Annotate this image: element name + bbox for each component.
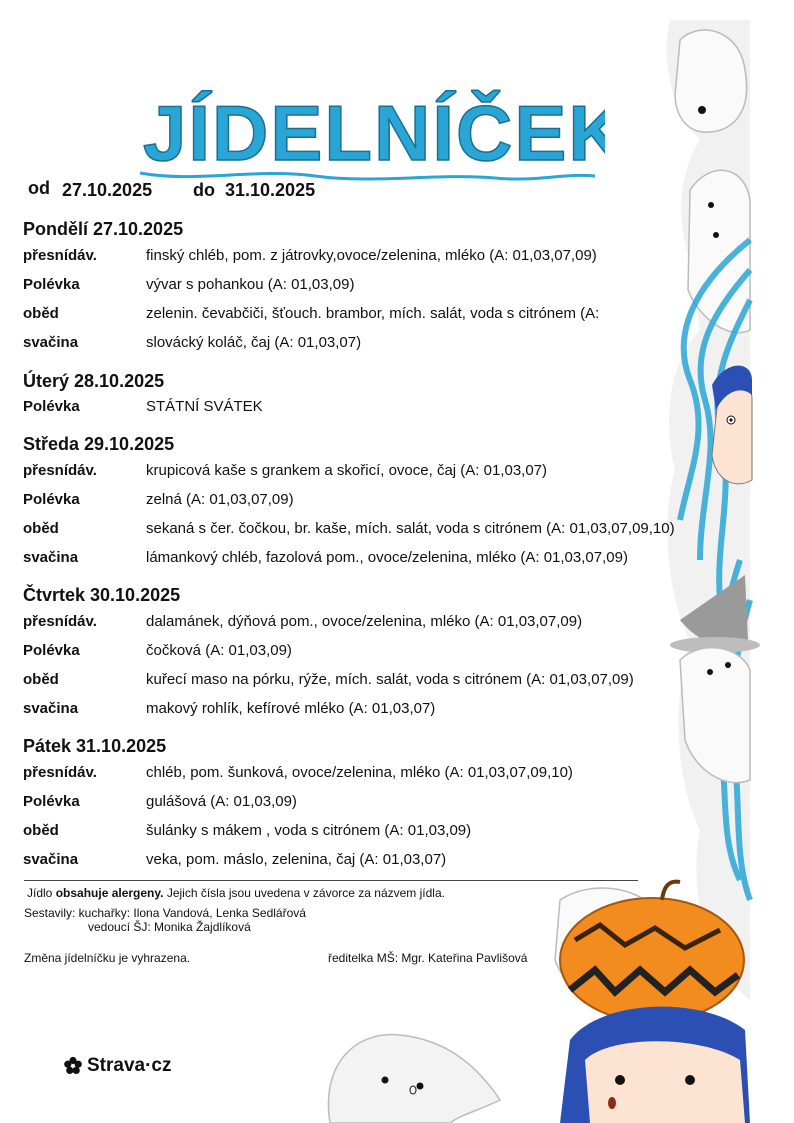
day-title: Úterý 28.10.2025 — [23, 371, 165, 391]
menu-row — [23, 462, 723, 482]
meal-label: svačina — [23, 700, 79, 717]
menu-row — [23, 247, 723, 267]
range-do: do — [193, 180, 215, 200]
meal-label: Polévka — [23, 398, 80, 415]
ghost-bottom-left-icon — [328, 1034, 500, 1123]
meal-label: Polévka — [23, 491, 80, 508]
meal-label: přesnídáv. — [23, 613, 97, 630]
meal-label: oběd — [23, 520, 59, 537]
meal-value: zelenin. čevabčiči, šťouch. brambor, mích. salát, voda s citrónem (A: — [146, 305, 600, 322]
menu-row — [23, 305, 723, 325]
cooks-note: Sestavily: kuchařky: Ilona Vandová, Lenka Sedlářová — [24, 906, 306, 920]
meal-value: dalamánek, dýňová pom., ovoce/zelenina, mléko (A: 01,03,07,09) — [146, 613, 583, 630]
menu-row — [23, 549, 723, 569]
menu-row — [23, 613, 723, 633]
meal-label: oběd — [23, 305, 59, 322]
meal-label: Polévka — [23, 276, 80, 293]
meal-value: chléb, pom. šunková, ovoce/zelenina, mléko (A: 01,03,07,09,10) — [146, 764, 573, 781]
director-note: ředitelka MŠ: Mgr. Kateřina Pavlišová — [328, 951, 528, 965]
page-title — [135, 68, 605, 193]
meal-label: svačina — [23, 334, 79, 351]
head-note: vedoucí ŠJ: Monika Žajdlíková — [88, 920, 251, 934]
svg-text:JÍDELNÍČEK: JÍDELNÍČEK — [143, 89, 605, 177]
range-od: od — [28, 178, 50, 198]
footer-divider — [24, 880, 638, 881]
menu-row — [23, 642, 723, 662]
meal-label: přesnídáv. — [23, 764, 97, 781]
menu-row — [23, 793, 723, 813]
menu-row — [23, 491, 723, 511]
menu-row — [23, 822, 723, 842]
day-title: Pondělí 27.10.2025 — [23, 219, 184, 239]
meal-label: svačina — [23, 851, 79, 868]
meal-label: oběd — [23, 822, 59, 839]
meal-value: vývar s pohankou (A: 01,03,09) — [146, 276, 355, 293]
meal-label: přesnídáv. — [23, 247, 97, 264]
allergen-suffix: Jejich čísla jsou uvedena v závorce za názvem jídla. — [163, 886, 445, 900]
day-title: Pátek 31.10.2025 — [23, 736, 167, 756]
meal-label: oběd — [23, 671, 59, 688]
meal-value: gulášová (A: 01,03,09) — [146, 793, 297, 810]
meal-value: veka, pom. máslo, zelenina, čaj (A: 01,03,07) — [146, 851, 447, 868]
strava-flower-icon — [63, 1056, 83, 1076]
meal-value: slovácký koláč, čaj (A: 01,03,07) — [146, 334, 362, 351]
meal-value: šulánky s mákem , voda s citrónem (A: 01,03,09) — [146, 822, 472, 839]
meal-label: Polévka — [23, 793, 80, 810]
ghost-top-icon — [675, 30, 747, 132]
day-title: Čtvrtek 30.10.2025 — [23, 585, 181, 605]
meal-value: čočková (A: 01,03,09) — [146, 642, 292, 659]
meal-value: finský chléb, pom. z játrovky,ovoce/zelenina, mléko (A: 01,03,07,09) — [146, 247, 597, 264]
menu-row — [23, 398, 723, 418]
meal-value: STÁTNÍ SVÁTEK — [146, 398, 263, 415]
allergen-prefix: Jídlo — [27, 886, 56, 900]
meal-value: zelná (A: 01,03,07,09) — [146, 491, 294, 508]
meal-label: Polévka — [23, 642, 80, 659]
allergen-note — [27, 886, 445, 900]
range-from: 27.10.2025 — [62, 180, 153, 200]
meal-value: lámankový chléb, fazolová pom., ovoce/zelenina, mléko (A: 01,03,07,09) — [146, 549, 628, 566]
allergen-bold: obsahuje alergeny. — [55, 886, 164, 900]
menu-row — [23, 276, 723, 296]
meal-label: přesnídáv. — [23, 462, 97, 479]
menu-row — [23, 851, 723, 871]
meal-value: makový rohlík, kefírové mléko (A: 01,03,07) — [146, 700, 436, 717]
title-lettering-icon — [135, 68, 605, 193]
child-bottom-icon — [560, 1007, 750, 1123]
menu-row — [23, 334, 723, 354]
meal-value: kuřecí maso na pórku, rýže, mích. salát, voda s citrónem (A: 01,03,07,09) — [146, 671, 634, 688]
menu-row — [23, 520, 723, 540]
meal-value: sekaná s čer. čočkou, br. kaše, mích. salát, voda s citrónem (A: 01,03,07,09,10) — [146, 520, 675, 537]
menu-row — [23, 764, 723, 784]
menu-row — [23, 671, 723, 691]
change-note: Změna jídelníčku je vyhrazena. — [24, 951, 191, 965]
range-to: 31.10.2025 — [225, 180, 316, 200]
strava-brand: Strava·cz — [87, 1055, 172, 1076]
meal-value: krupicová kaše s grankem a skořicí, ovoce, čaj (A: 01,03,07) — [146, 462, 548, 479]
strava-logo — [63, 1055, 172, 1077]
menu-row — [23, 700, 723, 720]
day-title: Středa 29.10.2025 — [23, 434, 175, 454]
meal-label: svačina — [23, 549, 79, 566]
